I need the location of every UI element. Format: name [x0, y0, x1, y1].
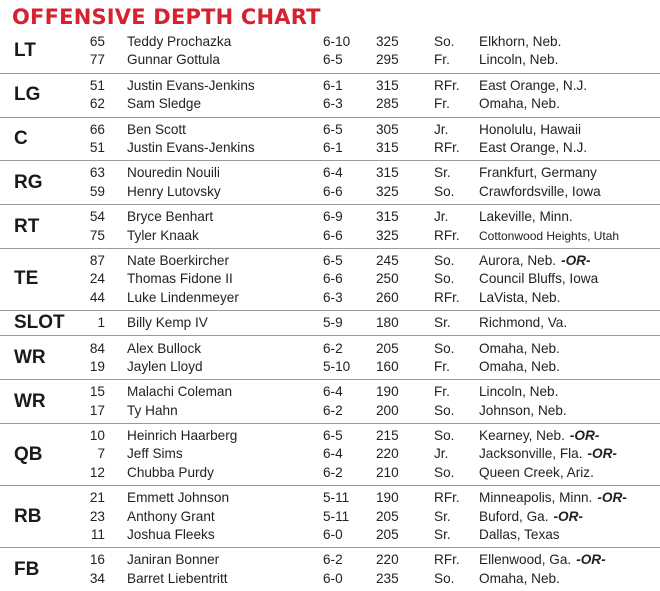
player-row — [0, 33, 660, 51]
position-label: LT — [14, 40, 36, 62]
player-hometown: Cottonwood Heights, Utah — [479, 228, 620, 243]
player-weight: 325 — [376, 227, 399, 243]
player-name: Heinrich Haarberg — [127, 428, 238, 444]
player-hometown: Elkhorn, Neb. — [479, 34, 562, 50]
player-hometown-cell — [479, 227, 619, 245]
player-row — [0, 489, 660, 507]
player-height: 6-2 — [323, 340, 343, 356]
position-group — [0, 424, 660, 486]
player-hometown-cell — [479, 340, 560, 358]
player-hometown-cell — [479, 314, 567, 332]
player-hometown: Minneapolis, Minn. — [479, 490, 593, 506]
player-height: 6-2 — [323, 552, 343, 568]
player-hometown-cell — [479, 489, 627, 507]
player-year: So. — [434, 428, 455, 444]
player-year: So. — [434, 402, 455, 418]
position-label: LG — [14, 84, 41, 106]
player-year: Fr. — [434, 358, 450, 374]
position-group — [0, 548, 660, 591]
or-marker: -OR- — [553, 508, 583, 524]
position-label: RT — [14, 215, 40, 237]
player-hometown-cell — [479, 289, 560, 307]
player-weight: 160 — [376, 358, 399, 374]
player-row — [0, 383, 660, 401]
player-row — [0, 95, 660, 113]
position-label: WR — [14, 390, 46, 412]
player-row — [0, 51, 660, 69]
player-hometown-cell — [479, 139, 587, 157]
player-row — [0, 570, 660, 588]
player-weight: 260 — [376, 289, 399, 305]
player-name: Nouredin Nouili — [127, 165, 220, 181]
player-height: 5-9 — [323, 315, 343, 331]
position-group — [0, 249, 660, 311]
player-hometown-cell — [479, 570, 560, 588]
player-hometown-cell — [479, 427, 599, 445]
player-hometown-cell — [479, 183, 601, 201]
player-year: So. — [434, 253, 455, 268]
player-number: 34 — [89, 570, 105, 586]
player-row — [0, 464, 660, 482]
player-number: 51 — [89, 77, 105, 93]
player-number: 24 — [89, 271, 105, 287]
player-height: 6-1 — [323, 77, 343, 93]
player-hometown: LaVista, Neb. — [479, 289, 561, 305]
player-name: Janiran Bonner — [127, 552, 220, 568]
player-hometown-cell — [479, 383, 558, 401]
player-number: 75 — [89, 227, 105, 243]
player-hometown-cell — [479, 51, 558, 69]
player-height: 6-6 — [323, 271, 343, 287]
player-weight: 305 — [376, 121, 399, 137]
player-name: Henry Lutovsky — [127, 183, 221, 199]
player-weight: 220 — [376, 552, 399, 568]
player-name: Emmett Johnson — [127, 490, 229, 506]
position-label: TE — [14, 268, 39, 290]
player-year: Sr. — [434, 508, 451, 524]
player-row — [0, 505, 660, 527]
player-height: 6-5 — [323, 121, 343, 137]
player-height: 6-6 — [323, 227, 343, 243]
player-number: 12 — [89, 464, 105, 480]
player-weight: 315 — [376, 139, 399, 155]
player-name: Chubba Purdy — [127, 464, 214, 480]
player-number: 17 — [89, 402, 105, 418]
player-row — [0, 427, 660, 445]
player-number: 59 — [89, 183, 105, 199]
player-year: So. — [434, 570, 455, 586]
player-row — [0, 164, 660, 182]
player-number: 44 — [89, 289, 105, 305]
player-year: So. — [434, 183, 455, 199]
or-marker: -OR- — [587, 446, 617, 462]
or-marker: -OR- — [597, 490, 627, 506]
player-name: Ben Scott — [127, 121, 186, 137]
player-height: 6-6 — [323, 183, 343, 199]
player-row — [0, 358, 660, 376]
player-row — [0, 139, 660, 157]
player-year: RFr. — [434, 289, 460, 305]
player-year: Jr. — [434, 121, 449, 137]
player-row — [0, 252, 660, 270]
player-name: Joshua Fleeks — [127, 526, 215, 542]
player-hometown: Kearney, Neb. — [479, 428, 565, 444]
player-hometown: Crawfordsville, Iowa — [479, 183, 601, 199]
player-number: 63 — [89, 165, 105, 181]
player-hometown: Lincoln, Neb. — [479, 52, 559, 68]
position-group — [0, 118, 660, 162]
player-number: 19 — [89, 358, 105, 374]
player-row — [0, 270, 660, 288]
player-name: Jaylen Lloyd — [127, 358, 203, 374]
player-year: Sr. — [434, 526, 451, 542]
position-label: SLOT — [14, 312, 65, 334]
player-hometown: Lincoln, Neb. — [479, 384, 559, 400]
player-row — [0, 314, 660, 332]
player-name: Barret Liebentritt — [127, 570, 228, 586]
player-height: 6-5 — [323, 52, 343, 68]
player-weight: 235 — [376, 570, 399, 586]
player-weight: 205 — [376, 508, 399, 524]
player-row — [0, 340, 660, 358]
player-row — [0, 183, 660, 201]
player-weight: 205 — [376, 340, 399, 356]
player-row — [0, 402, 660, 420]
player-hometown: Ellenwood, Ga. — [479, 552, 572, 568]
player-height: 6-4 — [323, 384, 343, 400]
player-number: 66 — [89, 121, 105, 137]
player-name: Jeff Sims — [127, 446, 183, 462]
player-hometown: East Orange, N.J. — [479, 77, 588, 93]
player-year: RFr. — [434, 77, 460, 93]
player-hometown: Honolulu, Hawaii — [479, 121, 582, 137]
player-weight: 315 — [376, 209, 399, 225]
player-weight: 190 — [376, 490, 399, 506]
player-row — [0, 289, 660, 307]
player-hometown: Richmond, Va. — [479, 315, 568, 331]
player-height: 5-10 — [323, 358, 351, 374]
player-hometown-cell — [479, 164, 597, 182]
player-weight: 295 — [376, 52, 399, 68]
player-height: 6-10 — [323, 34, 351, 50]
player-name: Bryce Benhart — [127, 209, 214, 225]
player-row — [0, 445, 660, 463]
player-hometown: Buford, Ga. — [479, 508, 549, 524]
player-year: Fr. — [434, 384, 450, 400]
player-hometown-cell — [479, 526, 560, 544]
player-row — [0, 77, 660, 95]
player-number: 62 — [89, 96, 105, 112]
player-hometown-cell — [479, 464, 594, 482]
player-hometown-cell — [479, 270, 598, 288]
position-group — [0, 30, 660, 74]
player-hometown: Johnson, Neb. — [479, 402, 567, 418]
player-number: 10 — [89, 428, 105, 444]
or-marker: -OR- — [576, 552, 606, 568]
player-height: 6-2 — [323, 402, 343, 418]
player-year: RFr. — [434, 552, 460, 568]
player-hometown-cell — [479, 77, 587, 95]
player-weight: 190 — [376, 384, 399, 400]
player-weight: 325 — [376, 34, 399, 50]
player-name: Luke Lindenmeyer — [127, 289, 239, 305]
position-group — [0, 380, 660, 424]
player-weight: 220 — [376, 446, 399, 462]
player-hometown-cell — [479, 445, 617, 463]
player-weight: 315 — [376, 77, 399, 93]
player-height: 6-3 — [323, 289, 343, 305]
player-hometown-cell — [479, 121, 581, 139]
player-hometown-cell — [479, 358, 560, 376]
player-name: Gunnar Gottula — [127, 52, 220, 68]
player-name: Sam Sledge — [127, 96, 202, 112]
player-hometown: Omaha, Neb. — [479, 570, 560, 586]
player-number: 21 — [89, 490, 105, 506]
player-height: 6-2 — [323, 464, 343, 480]
player-year: Fr. — [434, 96, 450, 112]
player-weight: 200 — [376, 402, 399, 418]
player-hometown-cell — [479, 252, 591, 270]
player-weight: 245 — [376, 253, 399, 268]
player-number: 23 — [89, 508, 105, 524]
player-name: Malachi Coleman — [127, 384, 233, 400]
player-row — [0, 208, 660, 226]
player-number: 87 — [89, 253, 105, 268]
player-height: 6-5 — [323, 428, 343, 444]
position-label: RG — [14, 171, 43, 193]
player-hometown: Omaha, Neb. — [479, 358, 560, 374]
player-hometown: Frankfurt, Germany — [479, 165, 597, 181]
player-hometown-cell — [479, 95, 560, 113]
player-height: 6-1 — [323, 139, 343, 155]
player-number: 54 — [89, 209, 105, 225]
player-year: Sr. — [434, 165, 451, 181]
player-year: So. — [434, 34, 455, 50]
player-year: So. — [434, 271, 455, 287]
player-year: So. — [434, 340, 455, 356]
player-name: Anthony Grant — [127, 508, 215, 524]
page-title: OFFENSIVE DEPTH CHART — [12, 5, 321, 29]
player-name: Nate Boerkircher — [127, 253, 229, 268]
or-marker: -OR- — [569, 428, 600, 444]
player-weight: 285 — [376, 96, 399, 112]
player-hometown-cell — [479, 208, 573, 226]
player-height: 6-5 — [323, 253, 343, 268]
position-group — [0, 74, 660, 118]
player-hometown-cell — [479, 508, 583, 526]
player-hometown: Omaha, Neb. — [479, 340, 560, 356]
player-height: 6-4 — [323, 165, 343, 181]
player-height: 6-9 — [323, 209, 343, 225]
player-hometown: Lakeville, Minn. — [479, 209, 573, 225]
player-year: Fr. — [434, 52, 450, 68]
player-number: 77 — [89, 52, 105, 68]
player-weight: 180 — [376, 315, 399, 331]
player-hometown: Dallas, Texas — [479, 526, 560, 542]
player-name: Justin Evans-Jenkins — [127, 139, 255, 155]
player-weight: 210 — [376, 464, 399, 480]
player-height: 6-3 — [323, 96, 343, 112]
player-number: 84 — [89, 340, 105, 356]
player-height: 6-0 — [323, 570, 343, 586]
position-label: WR — [14, 346, 46, 368]
player-year: RFr. — [434, 227, 460, 243]
player-hometown: Jacksonville, Fla. — [479, 446, 583, 462]
player-height: 6-0 — [323, 526, 343, 542]
player-name: Tyler Knaak — [127, 227, 199, 243]
player-hometown: Queen Creek, Ariz. — [479, 464, 594, 480]
player-row — [0, 551, 660, 569]
position-group — [0, 205, 660, 249]
player-name: Thomas Fidone II — [127, 271, 233, 287]
player-year: RFr. — [434, 490, 460, 506]
player-weight: 315 — [376, 165, 399, 181]
player-number: 15 — [89, 384, 105, 400]
player-row — [0, 227, 660, 245]
player-weight: 215 — [376, 428, 399, 444]
player-number: 1 — [97, 315, 105, 331]
player-name: Justin Evans-Jenkins — [127, 77, 255, 93]
player-hometown: Aurora, Neb. — [479, 253, 557, 268]
player-number: 51 — [89, 139, 105, 155]
player-hometown: East Orange, N.J. — [479, 139, 588, 155]
player-weight: 325 — [376, 183, 399, 199]
position-group — [0, 336, 660, 380]
player-number: 65 — [89, 34, 105, 50]
player-hometown: Council Bluffs, Iowa — [479, 271, 599, 287]
player-weight: 205 — [376, 526, 399, 542]
player-hometown-cell — [479, 551, 606, 569]
position-group — [0, 161, 660, 205]
position-group — [0, 486, 660, 548]
player-year: Sr. — [434, 315, 451, 331]
player-hometown-cell — [479, 33, 561, 51]
position-label: FB — [14, 558, 40, 580]
player-name: Alex Bullock — [127, 340, 202, 356]
player-number: 7 — [97, 446, 105, 462]
player-year: Jr. — [434, 446, 449, 462]
player-year: RFr. — [434, 139, 460, 155]
player-row — [0, 526, 660, 544]
player-year: So. — [434, 464, 455, 480]
position-label: RB — [14, 505, 42, 527]
player-name: Teddy Prochazka — [127, 34, 232, 50]
position-label: C — [14, 127, 28, 149]
player-name: Ty Hahn — [127, 402, 178, 418]
player-weight: 250 — [376, 271, 399, 287]
player-number: 11 — [90, 526, 105, 542]
player-hometown: Omaha, Neb. — [479, 96, 560, 112]
player-number: 16 — [89, 552, 105, 568]
position-label: QB — [14, 443, 43, 465]
player-height: 6-4 — [323, 446, 343, 462]
player-height: 5-11 — [323, 490, 350, 506]
player-name: Billy Kemp IV — [127, 315, 208, 331]
player-hometown-cell — [479, 402, 567, 420]
depth-chart — [0, 30, 660, 591]
player-row — [0, 121, 660, 139]
or-marker: -OR- — [561, 253, 591, 268]
position-group — [0, 311, 660, 336]
player-year: Jr. — [434, 209, 449, 225]
player-height: 5-11 — [323, 508, 350, 524]
